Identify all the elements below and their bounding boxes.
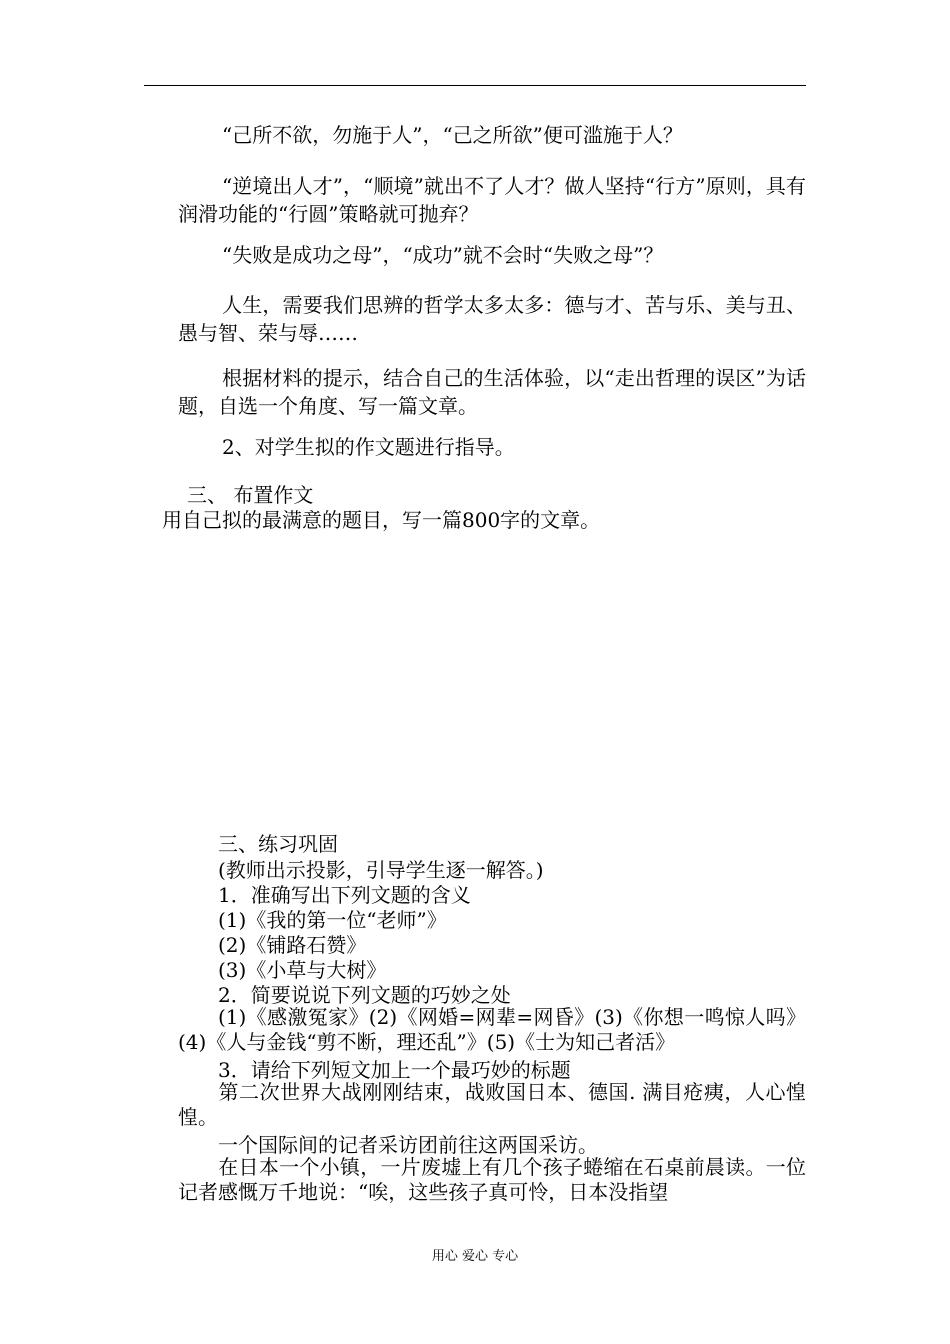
paragraph-4 (178, 291, 806, 347)
header-rule (144, 85, 806, 86)
exercise-heading: 三、练习巩固 (218, 832, 338, 856)
question-2: 2．简要说说下列文题的巧妙之处 (218, 983, 511, 1007)
paragraph-4-text: 人生，需要我们思辨的哲学太多太多：德与才、苦与乐、美与丑、愚与智、荣与辱…… (178, 293, 806, 345)
paragraph-3-text: “失败是成功之母”，“成功”就不会时“失败之母”？ (222, 243, 664, 267)
assignment-text: 用自己拟的最满意的题目，写一篇800字的文章。 (162, 508, 601, 532)
story-paragraph-3 (178, 1155, 806, 1205)
paragraph-1-text: “己所不欲，勿施于人”，“己之所欲”便可滥施于人？ (222, 123, 683, 147)
question-2-items (178, 1005, 806, 1055)
question-1-item-2: (2)《铺路石赞》 (218, 933, 367, 957)
paragraph-2 (178, 172, 806, 228)
paragraph-2-text: “逆境出人才”，“顺境”就出不了人才？做人坚持“行方”原则，具有润滑功能的“行圆”策略就可抛弃？ (178, 174, 806, 226)
paragraph-1 (178, 121, 806, 149)
section-heading-assignment: 三、 布置作文 (187, 483, 314, 507)
story-paragraph-3-text: 在日本一个小镇，一片废墟上有几个孩子蜷缩在石桌前晨读。一位记者感慨万千地说：“唉，这些孩子真可怜，日本没指望 (178, 1155, 806, 1204)
paragraph-6: 2、对学生拟的作文题进行指导。 (222, 435, 515, 459)
paragraph-5-text: 根据材料的提示，结合自己的生活体验，以“走出哲理的误区”为话题，自选一个角度、写一篇文章。 (178, 366, 806, 418)
question-3: 3．请给下列短文加上一个最巧妙的标题 (218, 1058, 571, 1082)
paragraph-5 (178, 364, 806, 420)
question-2-items-text: (1)《感激冤家》(2)《网婚=网辈=网昏》(3)《你想一鸣惊人吗》(4)《人与金钱“剪不断，理还乱”》(5)《士为知己者活》 (178, 1005, 806, 1054)
paragraph-3 (178, 241, 806, 269)
exercise-note: (教师出示投影，引导学生逐一解答。) (218, 858, 544, 882)
page-footer: 用心 爱心 专心 (431, 1249, 519, 1264)
story-paragraph-1-text: 第二次世界大战刚刚结束，战败国日本、德国. 满目疮痍，人心惶惶。 (178, 1080, 806, 1129)
story-paragraph-1 (178, 1080, 806, 1130)
question-1: 1．准确写出下列文题的含义 (218, 883, 471, 907)
question-1-item-1: (1)《我的第一位“老师”》 (218, 908, 447, 932)
story-paragraph-2: 一个国际间的记者采访团前往这两国采访。 (218, 1133, 598, 1157)
question-1-item-3: (3)《小草与大树》 (218, 958, 387, 982)
